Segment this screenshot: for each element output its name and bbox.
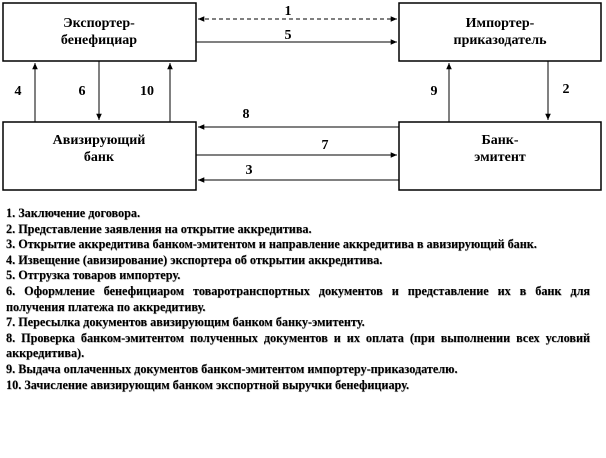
importer-label-line1: Импортер- [465,16,535,31]
legend-list [6,206,590,393]
flow-number-9: 9 [430,84,438,99]
exporter-box [3,3,196,61]
legend-item: 9. Выдача оплаченных документов банком-эмитентом импортеру-приказодателю. [6,361,458,376]
issuing-bank-label-line1: Банк- [481,133,519,148]
flow-number-6: 6 [78,84,86,99]
legend-item: 3. Открытие аккредитива банком-эмитентом и направление аккредитива в авизирующий банк. [6,237,537,252]
flow-number-10: 10 [140,84,154,99]
advising-bank-box [3,122,196,190]
issuing-bank-label-line2: эмитент [474,150,526,165]
legend-item: 5. Отгрузка товаров импортеру. [6,268,181,283]
flow-number-3: 3 [245,163,253,178]
legend-item: 8. Проверка банком-эмитентом полученных документов и их оплата (при выполнении всех условий аккредитива). [6,330,590,361]
importer-label-line2: приказодатель [453,33,547,48]
exporter-label-line1: Экспортер- [63,16,135,31]
advising-bank-label-line1: Авизирующий [52,133,146,148]
issuing-bank-box [399,122,601,190]
flow-number-1: 1 [284,4,292,19]
flow-number-8: 8 [242,107,250,122]
flow-number-4: 4 [14,84,22,99]
legend-item: 6. Оформление бенефициаром товаротранспортных документов и представление их в банк для получения платежа по аккредитиву. [6,283,590,314]
flow-number-5: 5 [284,28,292,43]
flow-number-7: 7 [321,138,329,153]
flow-number-2: 2 [562,82,570,97]
exporter-label-line2: бенефициар [60,33,138,48]
importer-box [399,3,601,61]
legend-item: 2. Представление заявления на открытие аккредитива. [6,221,312,236]
legend-item: 4. Извещение (авизирование) экспортера об открытии аккредитива. [6,252,383,267]
advising-bank-label-line2: банк [83,150,115,165]
legend-item: 7. Пересылка документов авизирующим банком банку-эмитенту. [6,315,365,330]
legend-item: 10. Зачисление авизирующим банком экспортной выручки бенефициару. [6,377,410,392]
legend-item: 1. Заключение договора. [6,206,140,220]
letter-of-credit-diagram [0,0,606,200]
